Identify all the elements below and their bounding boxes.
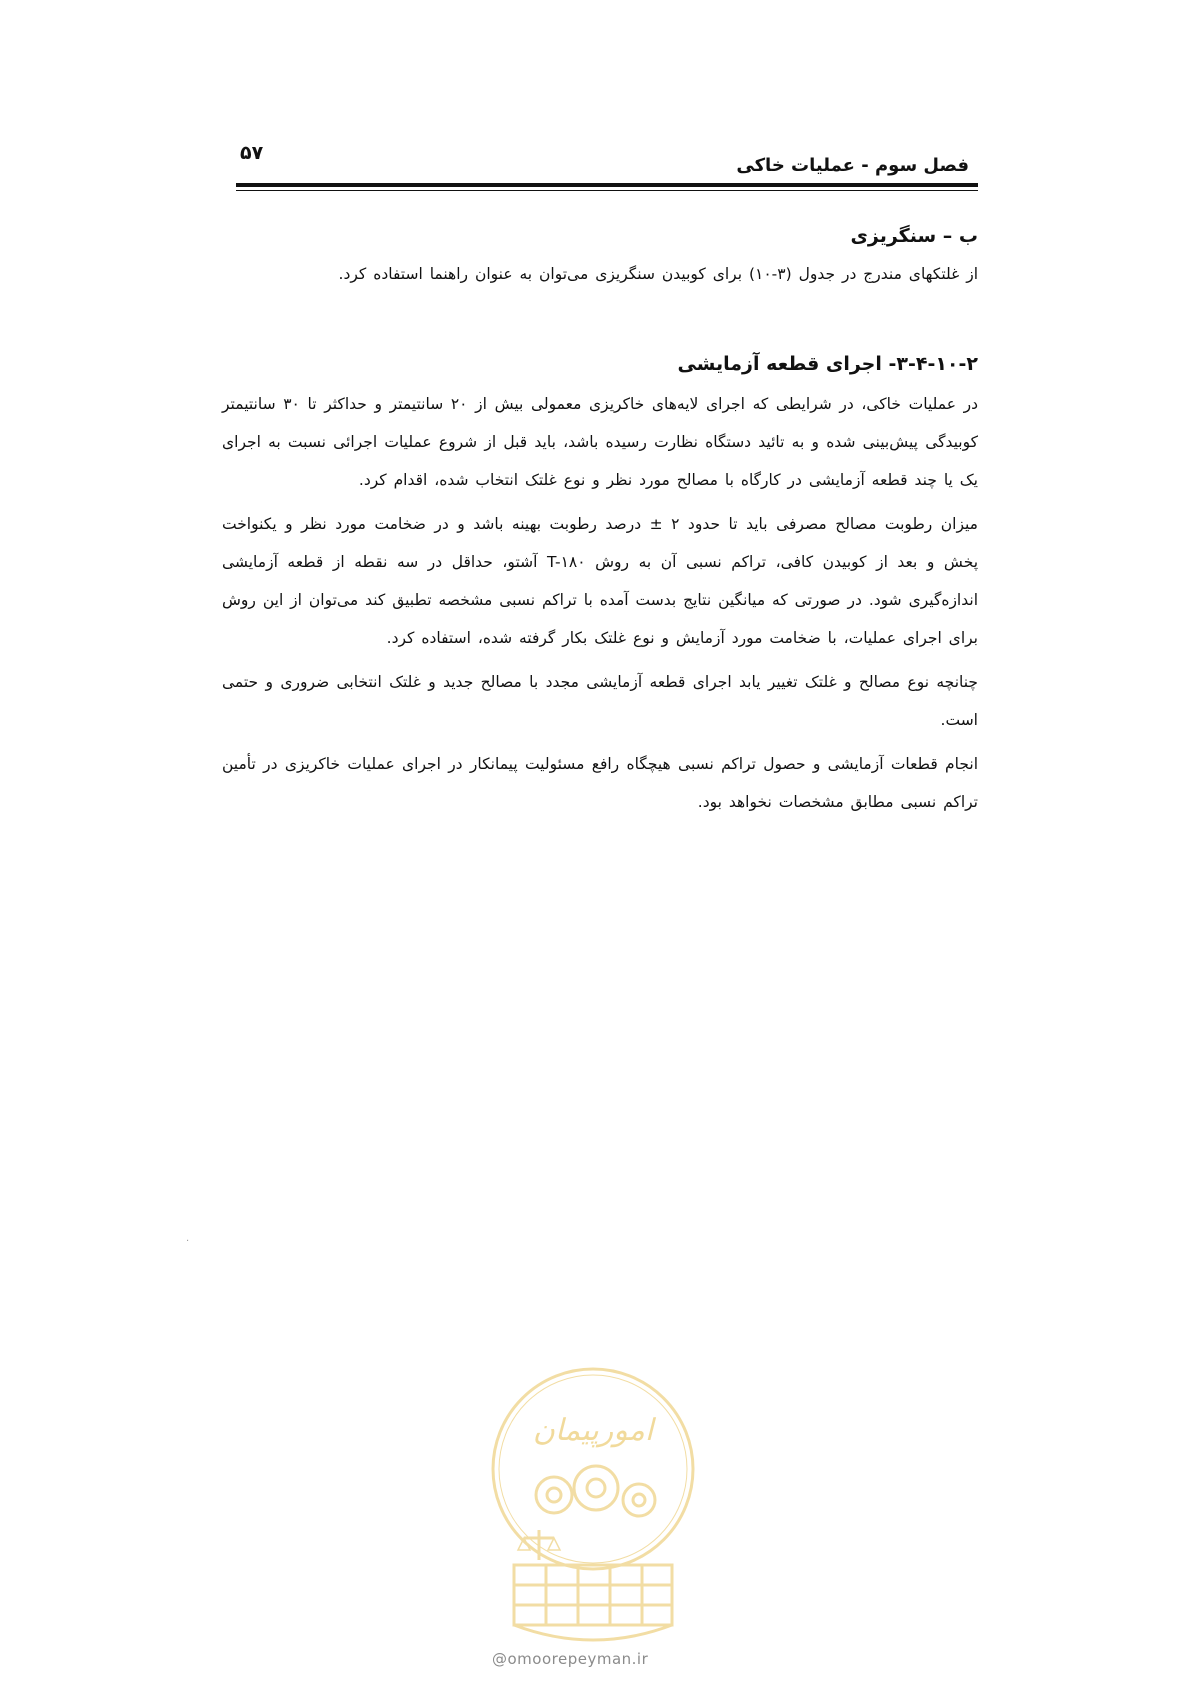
page-body: [222, 225, 978, 827]
scan-speck: ·: [186, 1236, 190, 1247]
header-rule-thin: [236, 190, 978, 191]
paragraph-trial-4: انجام قطعات آزمایشی و حصول تراکم نسبی هیچگاه رافع مسئولیت پیمانکار در اجرای عملیات خاکریزی در تأمین تراکم نسبی مطابق مشخصات نخواهد بود.: [222, 755, 978, 811]
header-rule: [236, 183, 978, 187]
subsection-heading-gravel: ب – سنگریزی: [850, 225, 978, 247]
page-number: ۵۷: [240, 142, 264, 164]
watermark-logo-text: امورپیمان: [532, 1413, 654, 1448]
chapter-title: فصل سوم - عملیات خاکی: [736, 155, 969, 176]
paragraph-gravel: از غلتکهای مندرج در جدول (۳-۱۰) برای کوبیدن سنگریزی می‌توان به عنوان راهنما استفاده کرد.: [338, 265, 978, 283]
paragraph-trial-1: در عملیات خاکی، در شرایطی که اجرای لایه‌های خاکریزی معمولی بیش از ۲۰ سانتیمتر و حداکثر تا ۳۰ سانتیمتر کوبیدگی پیش‌بینی شده و به تائید دستگاه نظارت رسیده باشد، باید قبل از شروع عملیات اجرائی نسبت به اجرای یک یا چند قطعه آزمایشی در کارگاه با مصالح مورد نظر و نوع غلتک انتخاب شده، اقدام کرد.: [222, 395, 979, 489]
watermark-logo: [484, 1360, 702, 1650]
section-heading-trial-section: ۳-۴-۱۰-۲- اجرای قطعه آزمایشی: [677, 353, 978, 375]
watermark-url: @omoorepeyman.ir: [492, 1650, 649, 1668]
paragraph-trial-3: چنانچه نوع مصالح و غلتک تغییر یابد اجرای قطعه آزمایشی مجدد با مصالح جدید و غلتک انتخابی ضروری و حتمی است.: [222, 673, 978, 729]
paragraph-trial-2: میزان رطوبت مصالح مصرفی باید تا حدود ۲ ± درصد رطوبت بهینه باشد و در ضخامت مورد نظر و یکنواخت پخش و بعد از کوبیدن کافی، تراکم نسبی آن به روش T-۱۸۰ آشتو، حداقل در سه نقطه از قطعه آزمایشی اندازه‌گیری شود. در صورتی که میانگین نتایج بدست آمده با تراکم نسبی مشخصه تطبیق کند می‌توان از این روش برای اجرای عملیات، با ضخامت مورد آزمایش و نوع غلتک بکار گرفته شده، استفاده کرد.: [222, 515, 979, 647]
